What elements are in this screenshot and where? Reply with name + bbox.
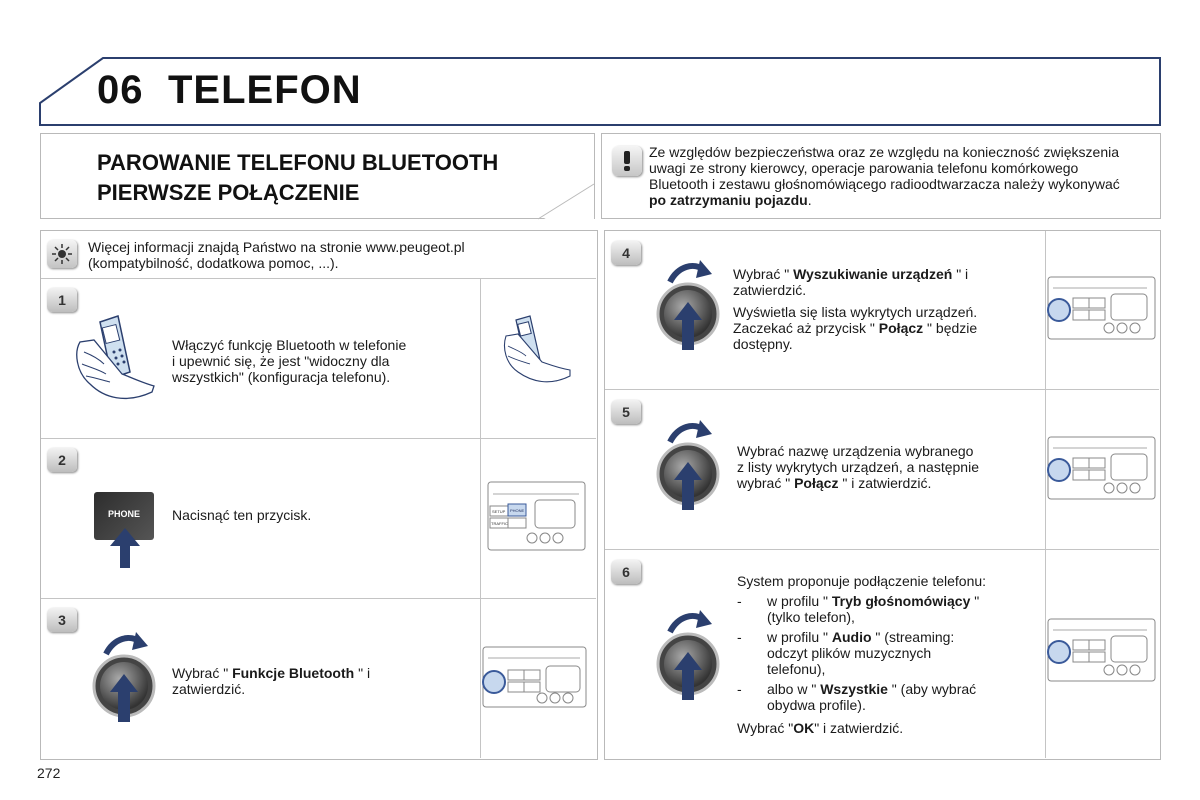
section-title-box — [40, 133, 595, 219]
phone-button-label: PHONE — [107, 509, 140, 519]
step-3-line1: Wybrać " Funkcje Bluetooth " i — [172, 665, 371, 681]
info-sun-icon — [47, 240, 77, 268]
step-6-option-all: - albo w " Wszystkie " (aby wybrać obydwa profile). — [737, 681, 977, 713]
radio-traffic-label: TRAFFIC — [491, 521, 508, 526]
divider — [41, 598, 596, 599]
step-4-line1: Wybrać " Wyszukiwanie urządzeń " i — [733, 266, 969, 282]
chapter-number: 06 — [97, 68, 144, 112]
step-6-options — [737, 593, 1037, 713]
step-3-line2: zatwierdzić. — [172, 681, 246, 697]
step-1-line1: Włączyć funkcję Bluetooth w telefonie — [172, 337, 407, 353]
step-5-line3: wybrać " Połącz " i zatwierdzić. — [737, 475, 932, 491]
phone-in-hand-icon — [70, 312, 160, 412]
step-4-line5: dostępny. — [733, 336, 793, 352]
radio-setup-label: SETUP — [492, 509, 506, 514]
chapter-title: TELEFON — [168, 68, 362, 112]
radio-panel-thumbnail — [482, 646, 588, 710]
phone-in-hand-thumbnail — [500, 312, 578, 396]
step-2-number: 2 — [47, 448, 77, 472]
divider — [41, 278, 596, 279]
step-1-line2: i upewnić się, że jest "widoczny dla — [172, 353, 390, 369]
divider — [605, 549, 1159, 550]
radio-panel-thumbnail — [1047, 436, 1157, 502]
press-arrow-icon — [108, 526, 142, 570]
rotary-knob-icon — [90, 628, 162, 724]
page-number: 272 — [37, 765, 61, 781]
step-1-number: 1 — [47, 288, 77, 312]
step-1-line3: wszystkich" (konfiguracja telefonu). — [172, 369, 391, 385]
rotary-knob-icon — [654, 256, 726, 352]
divider — [41, 438, 596, 439]
radio-panel-thumbnail — [1047, 276, 1157, 342]
exclamation-icon — [612, 146, 642, 176]
step-2-text: Nacisnąć ten przycisk. — [172, 507, 312, 523]
step-6-confirm: Wybrać "OK" i zatwierdzić. — [737, 720, 904, 736]
divider — [605, 389, 1159, 390]
warning-text: Ze względów bezpieczeństwa oraz ze względu na konieczność zwiększenia uwagi ze strony kierowcy, operacje parowania telefonu komórkowego Bluetooth i zestawu głośnomówiącego radioodtwarzacza należy wykonywać po zatrzymaniu pojazdu. — [649, 144, 1120, 208]
section-title-line1: PAROWANIE TELEFONU BLUETOOTH — [97, 150, 499, 175]
step-4-number: 4 — [611, 241, 641, 265]
info-line2: (kompatybilność, dodatkowa pomoc, ...). — [88, 255, 339, 271]
section-title-corner — [530, 180, 596, 220]
step-4-line3: Wyświetla się lista wykrytych urządzeń. — [733, 304, 978, 320]
radio-panel-thumbnail — [487, 480, 587, 554]
divider — [480, 279, 481, 438]
info-line1: Więcej informacji znajdą Państwo na stronie www.peugeot.pl — [88, 239, 465, 255]
step-5-line2: z listy wykrytych urządzeń, a następnie — [737, 459, 979, 475]
section-title-line2: PIERWSZE POŁĄCZENIE — [97, 180, 360, 205]
step-6-number: 6 — [611, 560, 641, 584]
rotary-knob-icon — [654, 606, 726, 702]
divider — [480, 599, 481, 758]
step-6-option-handsfree: - w profilu " Tryb głośnomówiący " (tylko telefon), — [737, 593, 980, 625]
step-5-number: 5 — [611, 400, 641, 424]
step-5-line1: Wybrać nazwę urządzenia wybranego — [737, 443, 974, 459]
step-4-line2: zatwierdzić. — [733, 282, 807, 298]
step-4-line4: Zaczekać aż przycisk " Połącz " będzie — [733, 320, 978, 336]
divider — [1045, 231, 1046, 758]
step-3-number: 3 — [47, 608, 77, 632]
step-6-intro: System proponuje podłączenie telefonu: — [737, 573, 987, 589]
step-6-option-audio: - w profilu " Audio " (streaming: odczyt plików muzycznych telefonu), — [737, 629, 955, 677]
divider — [480, 439, 481, 598]
radio-phone-label: PHONE — [510, 508, 525, 513]
rotary-knob-icon — [654, 416, 726, 512]
radio-panel-thumbnail — [1047, 618, 1157, 684]
